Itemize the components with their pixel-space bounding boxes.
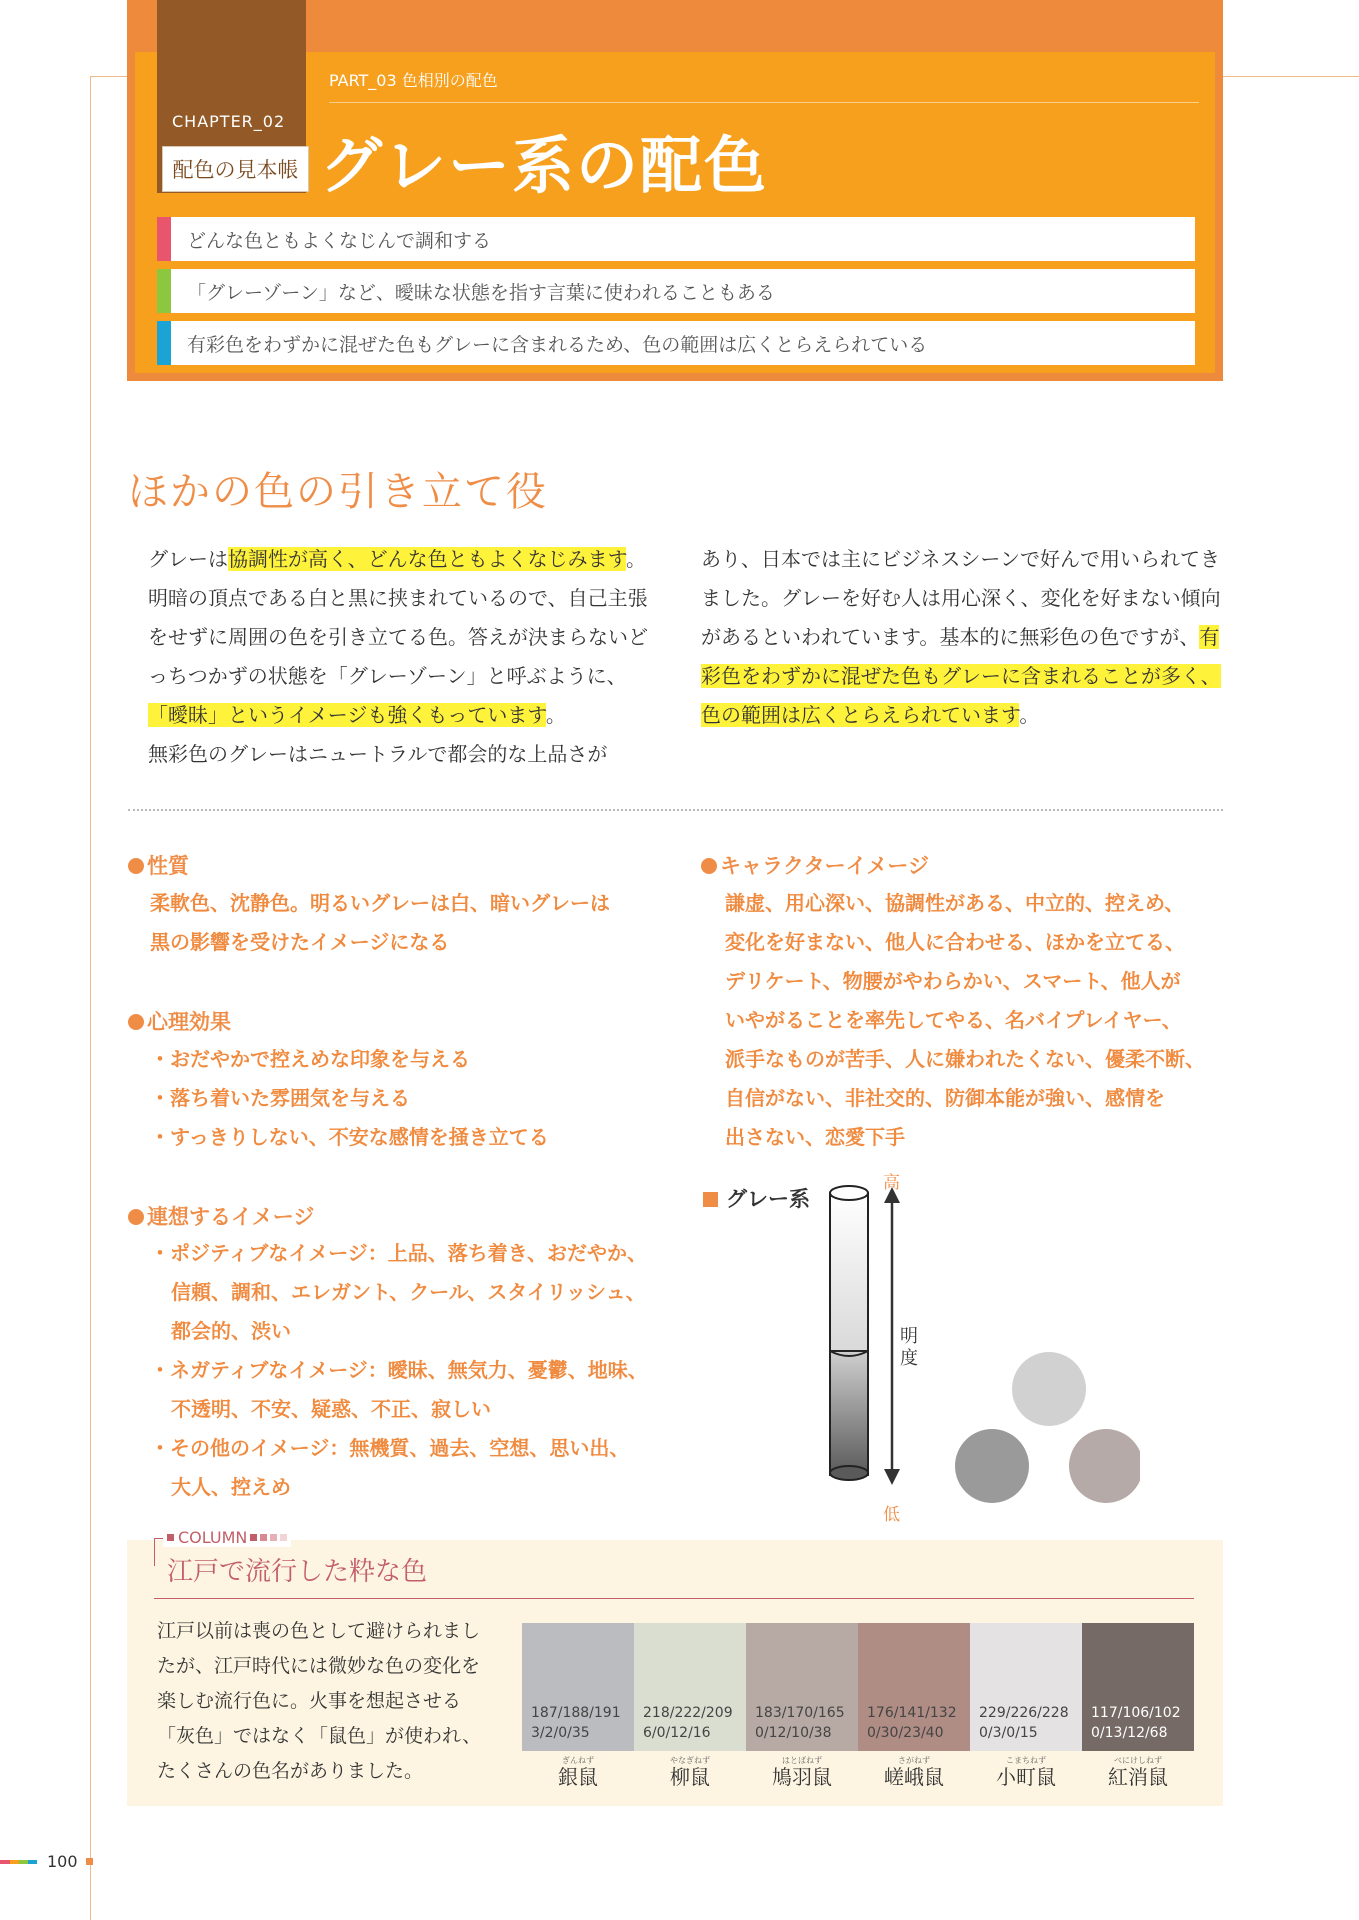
bullet-color-bar [157, 269, 171, 313]
color-swatch: 187/188/191 3/2/0/35 [522, 1623, 634, 1751]
body-text: 。明暗の頂点である白と黒に挟まれているので、自己主張をせずに周囲の色を引き立てる色。答えが決まらないどっちつかずの状態を「グレーゾーン」と呼ぶように、 [148, 547, 648, 688]
color-swatch: 117/106/102 0/13/12/68 [1082, 1623, 1194, 1751]
column-title-rule [154, 1598, 1194, 1599]
summary-text: どんな色ともよくなじんで調和する [187, 229, 492, 252]
section-title: ほかの色の引き立て役 [128, 469, 548, 515]
body-column-right [701, 540, 1223, 735]
chapter-box [157, 0, 306, 193]
bullet-color-bar [157, 321, 171, 365]
body-text: グレーは [148, 547, 228, 571]
gray-legend: グレー系 [703, 1183, 810, 1213]
page-marker-icon [86, 1858, 93, 1865]
nature-heading: 性質 [128, 850, 189, 880]
section-divider [128, 809, 1223, 811]
bullet-dot-icon [128, 1014, 144, 1030]
chapter-subtitle: 配色の見本帳 [162, 146, 309, 192]
page-number: 100 [47, 1852, 78, 1871]
character-heading: キャラクターイメージ [701, 850, 929, 880]
bullet-dot-icon [128, 858, 144, 874]
character-text: 謙虚、用心深い、協調性がある、中立的、控えめ、 変化を好まない、他人に合わせる、ほかを立てる、 デリケート、物腰がやわらかい、スマート、他人が いやがることを率先してやる、名バイプレイヤー、 派手なものが苦手、人に嫌われたくない、優柔不断、 自信がない、非社交的、防御本能が強い、感情を 出さない、恋愛下手 [725, 891, 1205, 1149]
body-text: あり、日本では主にビジネスシーンで好んで用いられてきました。グレーを好む人は用心深く、変化を好まない傾向があるといわれています。基本的に無彩色の色ですが、 [701, 547, 1221, 649]
footer-color-bar [28, 1860, 37, 1864]
swatch-name: こまちねず 小町鼠 [996, 1756, 1056, 1789]
summary-text: 有彩色をわずかに混ぜた色もグレーに含まれるため、色の範囲は広くとらえられている [187, 333, 928, 356]
summary-bullet [157, 321, 1195, 365]
footer-color-bar [19, 1860, 28, 1864]
part-label: PART_03 色相別の配色 [329, 71, 498, 90]
psych-heading: 心理効果 [128, 1006, 231, 1036]
column-title: 江戸で流行した粋な色 [167, 1557, 428, 1587]
light-gray-circle [1012, 1352, 1086, 1426]
body-text: 。 [545, 703, 566, 727]
chapter-label: CHAPTER_02 [172, 112, 286, 131]
footer-color-bar [10, 1860, 19, 1864]
summary-text: 「グレーゾーン」など、曖昧な状態を指す言葉に使われることもある [187, 281, 775, 304]
part-divider [329, 102, 1199, 103]
body-text: 。 [1019, 703, 1040, 727]
body-text: 無彩色のグレーはニュートラルで都会的な上品さが [148, 742, 608, 766]
axis-low-label: 低 [883, 1505, 900, 1525]
body-column-left [128, 540, 654, 774]
swatch-name: べにけしねず 紅消鼠 [1108, 1756, 1168, 1789]
axis-label: 明度 [900, 1326, 918, 1369]
highlight-text: 「曖昧」というイメージも強くもっています [148, 703, 546, 727]
highlight-text: 協調性が高く、どんな色ともよくなじみます [228, 547, 626, 571]
bullet-color-bar [157, 217, 171, 261]
page-frame-vertical-line [90, 76, 91, 1920]
color-swatch: 183/170/165 0/12/10/38 [746, 1623, 858, 1751]
assoc-text: ・ポジティブなイメージ：上品、落ち着き、おだやか、 信頼、調和、エレガント、クール、スタイリッシュ、 都会的、渋い ・ネガティブなイメージ：曖昧、無気力、憂鬱、地味、 不透明、不安、疑惑、不正、寂しい ・その他のイメージ：無機質、過去、空想、思い出、 大人、控えめ [150, 1241, 648, 1499]
legend-square-icon [703, 1192, 718, 1207]
color-swatch: 229/226/228 0/3/0/15 [970, 1623, 1082, 1751]
bullet-dot-icon [701, 858, 717, 874]
assoc-heading: 連想するイメージ [128, 1201, 314, 1231]
column-text: 江戸以前は喪の色として避けられましたが、江戸時代には微妙な色の変化を楽しむ流行色に。火事を想起させる「灰色」ではなく「鼠色」が使われ、たくさんの色名がありました。 [157, 1620, 482, 1782]
summary-bullet [157, 217, 1195, 261]
lightness-tube [830, 1186, 868, 1480]
grayish-mauve-circle [1069, 1429, 1140, 1503]
column-tag: COLUMN [163, 1528, 291, 1547]
footer-color-bar [0, 1860, 10, 1864]
swatch-name: ぎんねず 銀鼠 [558, 1756, 598, 1789]
lightness-arrow-icon [884, 1187, 900, 1485]
color-swatch: 176/141/132 0/30/23/40 [858, 1623, 970, 1751]
summary-bullet [157, 269, 1195, 313]
nature-text: 柔軟色、沈静色。明るいグレーは白、暗いグレーは 黒の影響を受けたイメージになる [150, 891, 610, 954]
column-bracket-top [154, 1538, 163, 1539]
highlight-text: 有彩色をわずかに混ぜた色もグレーに含まれることが多く、色の範囲は広くとらえられています [701, 625, 1221, 727]
column-bracket-left [154, 1538, 155, 1566]
mid-gray-circle [955, 1429, 1029, 1503]
bullet-dot-icon [128, 1209, 144, 1225]
lightness-chart [820, 1175, 1140, 1520]
swatch-name: はとばねず 鳩羽鼠 [772, 1756, 832, 1789]
psych-text: ・おだやかで控えめな印象を与える ・落ち着いた雰囲気を与える ・すっきりしない、不安な感情を掻き立てる [150, 1047, 549, 1149]
page-frame-right-line [1223, 76, 1359, 77]
swatch-name: さがねず 嵯峨鼠 [884, 1756, 944, 1789]
chapter-header [127, 0, 1223, 381]
color-swatch: 218/222/209 6/0/12/16 [634, 1623, 746, 1751]
axis-high-label: 高 [883, 1173, 900, 1193]
page-title: グレー系の配色 [320, 129, 769, 202]
swatch-name: やなぎねず 柳鼠 [670, 1756, 710, 1789]
page-frame-left-line [90, 76, 127, 77]
